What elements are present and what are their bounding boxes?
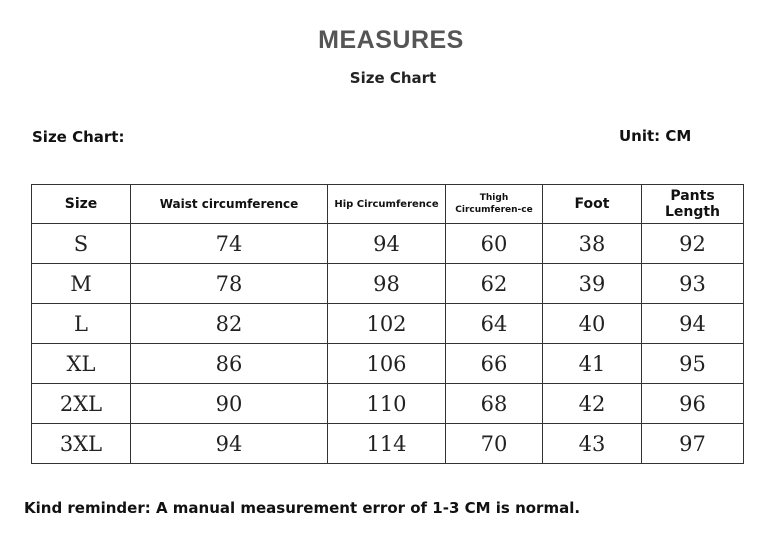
cell-thigh: 64 <box>446 304 543 344</box>
measurement-reminder: Kind reminder: A manual measurement error of 1-3 CM is normal. <box>24 499 581 517</box>
cell-foot: 39 <box>543 264 642 304</box>
cell-waist: 86 <box>131 344 328 384</box>
header-waist: Waist circumference <box>131 185 328 224</box>
header-size: Size <box>32 185 131 224</box>
cell-waist: 94 <box>131 424 328 464</box>
table-row <box>32 224 744 264</box>
cell-pants-length: 97 <box>642 424 744 464</box>
cell-foot: 38 <box>543 224 642 264</box>
cell-waist: 82 <box>131 304 328 344</box>
cell-waist: 90 <box>131 384 328 424</box>
cell-foot: 40 <box>543 304 642 344</box>
header-pants-length: Pants Length <box>642 185 744 224</box>
cell-pants-length: 93 <box>642 264 744 304</box>
cell-hip: 94 <box>328 224 446 264</box>
cell-waist: 78 <box>131 264 328 304</box>
cell-foot: 43 <box>543 424 642 464</box>
cell-size: M <box>32 264 131 304</box>
table-row <box>32 264 744 304</box>
cell-pants-length: 96 <box>642 384 744 424</box>
cell-pants-length: 95 <box>642 344 744 384</box>
cell-foot: 41 <box>543 344 642 384</box>
cell-thigh: 60 <box>446 224 543 264</box>
page-title: MEASURES <box>318 26 464 54</box>
cell-pants-length: 94 <box>642 304 744 344</box>
table-row <box>32 344 744 384</box>
cell-hip: 106 <box>328 344 446 384</box>
unit-label: Unit: CM <box>619 127 692 145</box>
cell-size: XL <box>32 344 131 384</box>
header-hip: Hip Circumference <box>328 185 446 224</box>
size-chart-table <box>31 184 744 464</box>
header-thigh: Thigh Circumferen-ce <box>446 185 543 224</box>
table-row <box>32 384 744 424</box>
cell-pants-length: 92 <box>642 224 744 264</box>
table-row <box>32 304 744 344</box>
table-header-row <box>32 185 744 224</box>
page-subtitle: Size Chart <box>349 69 437 87</box>
cell-hip: 102 <box>328 304 446 344</box>
cell-hip: 110 <box>328 384 446 424</box>
cell-thigh: 70 <box>446 424 543 464</box>
cell-size: 2XL <box>32 384 131 424</box>
cell-waist: 74 <box>131 224 328 264</box>
cell-size: L <box>32 304 131 344</box>
cell-thigh: 62 <box>446 264 543 304</box>
cell-thigh: 68 <box>446 384 543 424</box>
cell-foot: 42 <box>543 384 642 424</box>
header-foot: Foot <box>543 185 642 224</box>
table-row <box>32 424 744 464</box>
cell-size: 3XL <box>32 424 131 464</box>
cell-size: S <box>32 224 131 264</box>
size-chart-label: Size Chart: <box>32 128 125 146</box>
cell-thigh: 66 <box>446 344 543 384</box>
cell-hip: 98 <box>328 264 446 304</box>
cell-hip: 114 <box>328 424 446 464</box>
